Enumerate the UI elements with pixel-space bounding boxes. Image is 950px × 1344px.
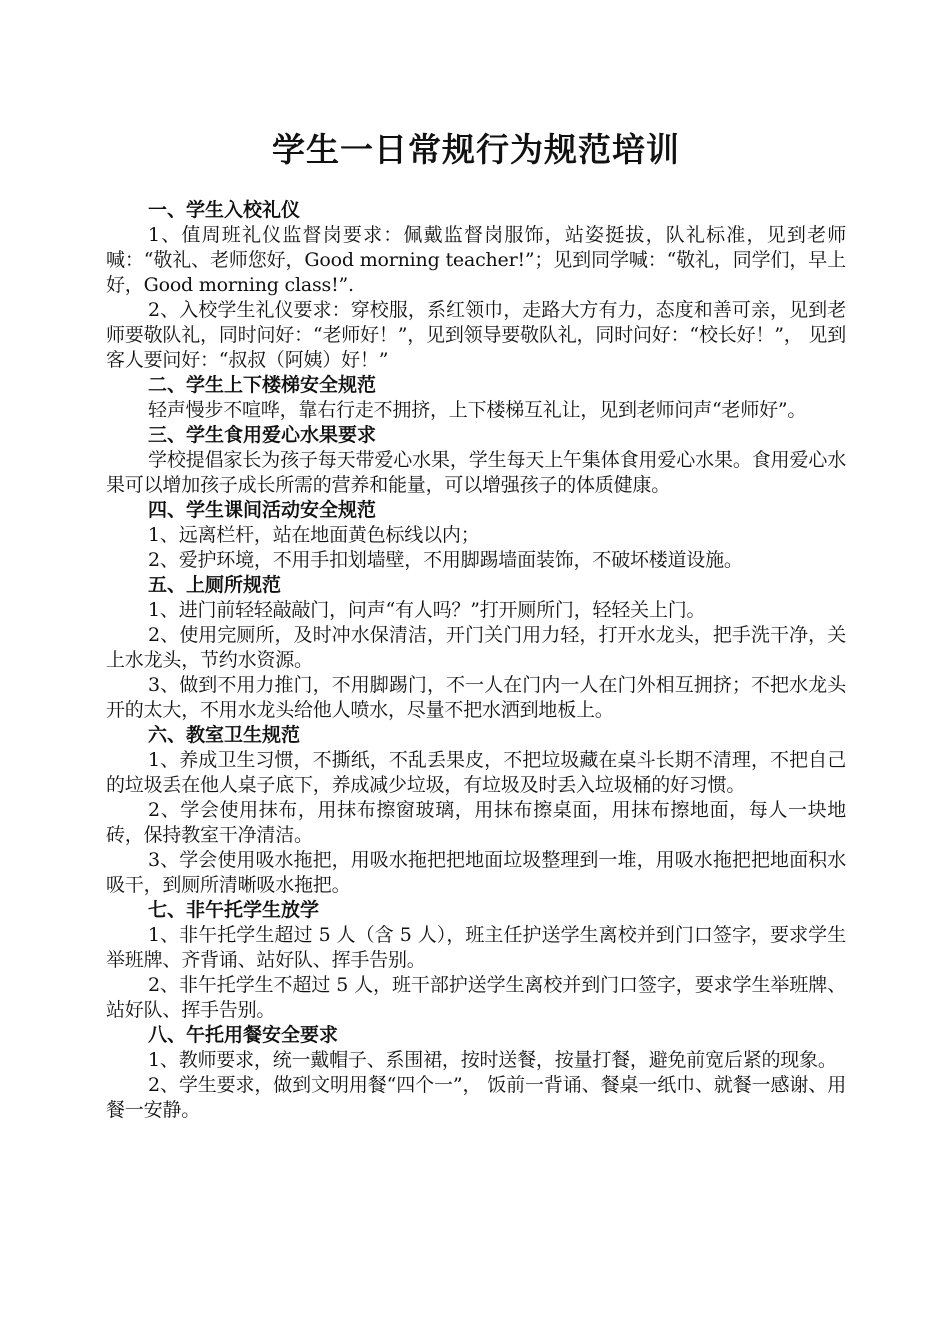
section-heading: 一、学生入校礼仪 — [148, 199, 301, 221]
section-paragraph: 1、教师要求，统一戴帽子、系围裙，按时送餐，按量打餐，避免前宽后紧的现象。 — [148, 1049, 837, 1071]
section-heading: 四、学生课间活动安全规范 — [148, 499, 377, 521]
section-paragraph: 1、远离栏杆，站在地面黄色标线以内； — [148, 524, 480, 546]
section-paragraph: 1、非午托学生超过 5 人（含 5 人），班主任护送学生离校并到门口签字，要求学生举班牌、齐背诵、站好队、挥手告别。 — [106, 924, 846, 971]
section-heading: 二、学生上下楼梯安全规范 — [148, 374, 377, 396]
section-heading: 五、上厕所规范 — [148, 574, 282, 596]
section-paragraph: 2、入校学生礼仪要求：穿校服，系红领巾，走路大方有力，态度和善可亲，见到老师要敬队礼，同时问好：“老师好！”，见到领导要敬队礼，同时问好：“校长好！”， 见到客人要问好：“叔叔（阿姨）好！” — [106, 299, 846, 371]
section-paragraph: 3、做到不用力推门，不用脚踢门，不一人在门内一人在门外相互拥挤；不把水龙头开的太大，不用水龙头给他人喷水，尽量不把水洒到地板上。 — [106, 674, 846, 721]
section-paragraph: 2、学会使用抹布，用抹布擦窗玻璃，用抹布擦桌面，用抹布擦地面，每人一块地砖，保持教室干净清洁。 — [106, 799, 846, 846]
section-paragraph: 1、进门前轻轻敲敲门，问声“有人吗？”打开厕所门，轻轻关上门。 — [148, 599, 706, 621]
section-5 — [106, 573, 846, 723]
section-heading: 三、学生食用爱心水果要求 — [148, 424, 377, 446]
section-paragraph: 轻声慢步不喧哗，靠右行走不拥挤，上下楼梯互礼让，见到老师问声“老师好”。 — [148, 399, 807, 421]
section-8 — [106, 1023, 846, 1123]
section-paragraph: 1、值周班礼仪监督岗要求：佩戴监督岗服饰，站姿挺拔，队礼标准，见到老师喊：“敬礼、老师您好，Good morning teacher!”；见到同学喊：“敬礼，同学们，早上好，Good morning class!”. — [106, 224, 846, 296]
document-title: 学生一日常规行为规范培训 — [272, 130, 680, 169]
document-body — [106, 198, 846, 1123]
section-heading: 六、教室卫生规范 — [148, 724, 301, 746]
section-paragraph: 3、学会使用吸水拖把，用吸水拖把把地面垃圾整理到一堆，用吸水拖把把地面积水吸干，到厕所清晰吸水拖把。 — [106, 849, 846, 896]
section-paragraph: 2、使用完厕所，及时冲水保清洁，开门关门用力轻，打开水龙头，把手洗干净，关上水龙头，节约水资源。 — [106, 624, 846, 671]
section-2 — [106, 373, 846, 423]
section-paragraph: 2、非午托学生不超过 5 人，班干部护送学生离校并到门口签字，要求学生举班牌、站好队、挥手告别。 — [106, 974, 846, 1021]
section-6 — [106, 723, 846, 898]
section-3 — [106, 423, 846, 498]
section-paragraph: 2、爱护环境，不用手扣划墙壁，不用脚踢墙面装饰，不破坏楼道设施。 — [148, 549, 743, 571]
document-page — [106, 128, 846, 1123]
section-7 — [106, 898, 846, 1023]
section-heading: 七、非午托学生放学 — [148, 899, 320, 921]
section-1 — [106, 198, 846, 373]
section-heading: 八、午托用餐安全要求 — [148, 1024, 339, 1046]
section-paragraph: 2、学生要求，做到文明用餐“四个一”， 饭前一背诵、餐桌一纸巾、就餐一感谢、用餐一安静。 — [106, 1074, 846, 1121]
section-paragraph: 学校提倡家长为孩子每天带爱心水果，学生每天上午集体食用爱心水果。食用爱心水果可以增加孩子成长所需的营养和能量，可以增强孩子的体质健康。 — [106, 449, 846, 496]
section-paragraph: 1、养成卫生习惯，不撕纸，不乱丢果皮，不把垃圾藏在桌斗长期不清理，不把自己的垃圾丢在他人桌子底下，养成减少垃圾，有垃圾及时丢入垃圾桶的好习惯。 — [106, 749, 846, 796]
section-4 — [106, 498, 846, 573]
